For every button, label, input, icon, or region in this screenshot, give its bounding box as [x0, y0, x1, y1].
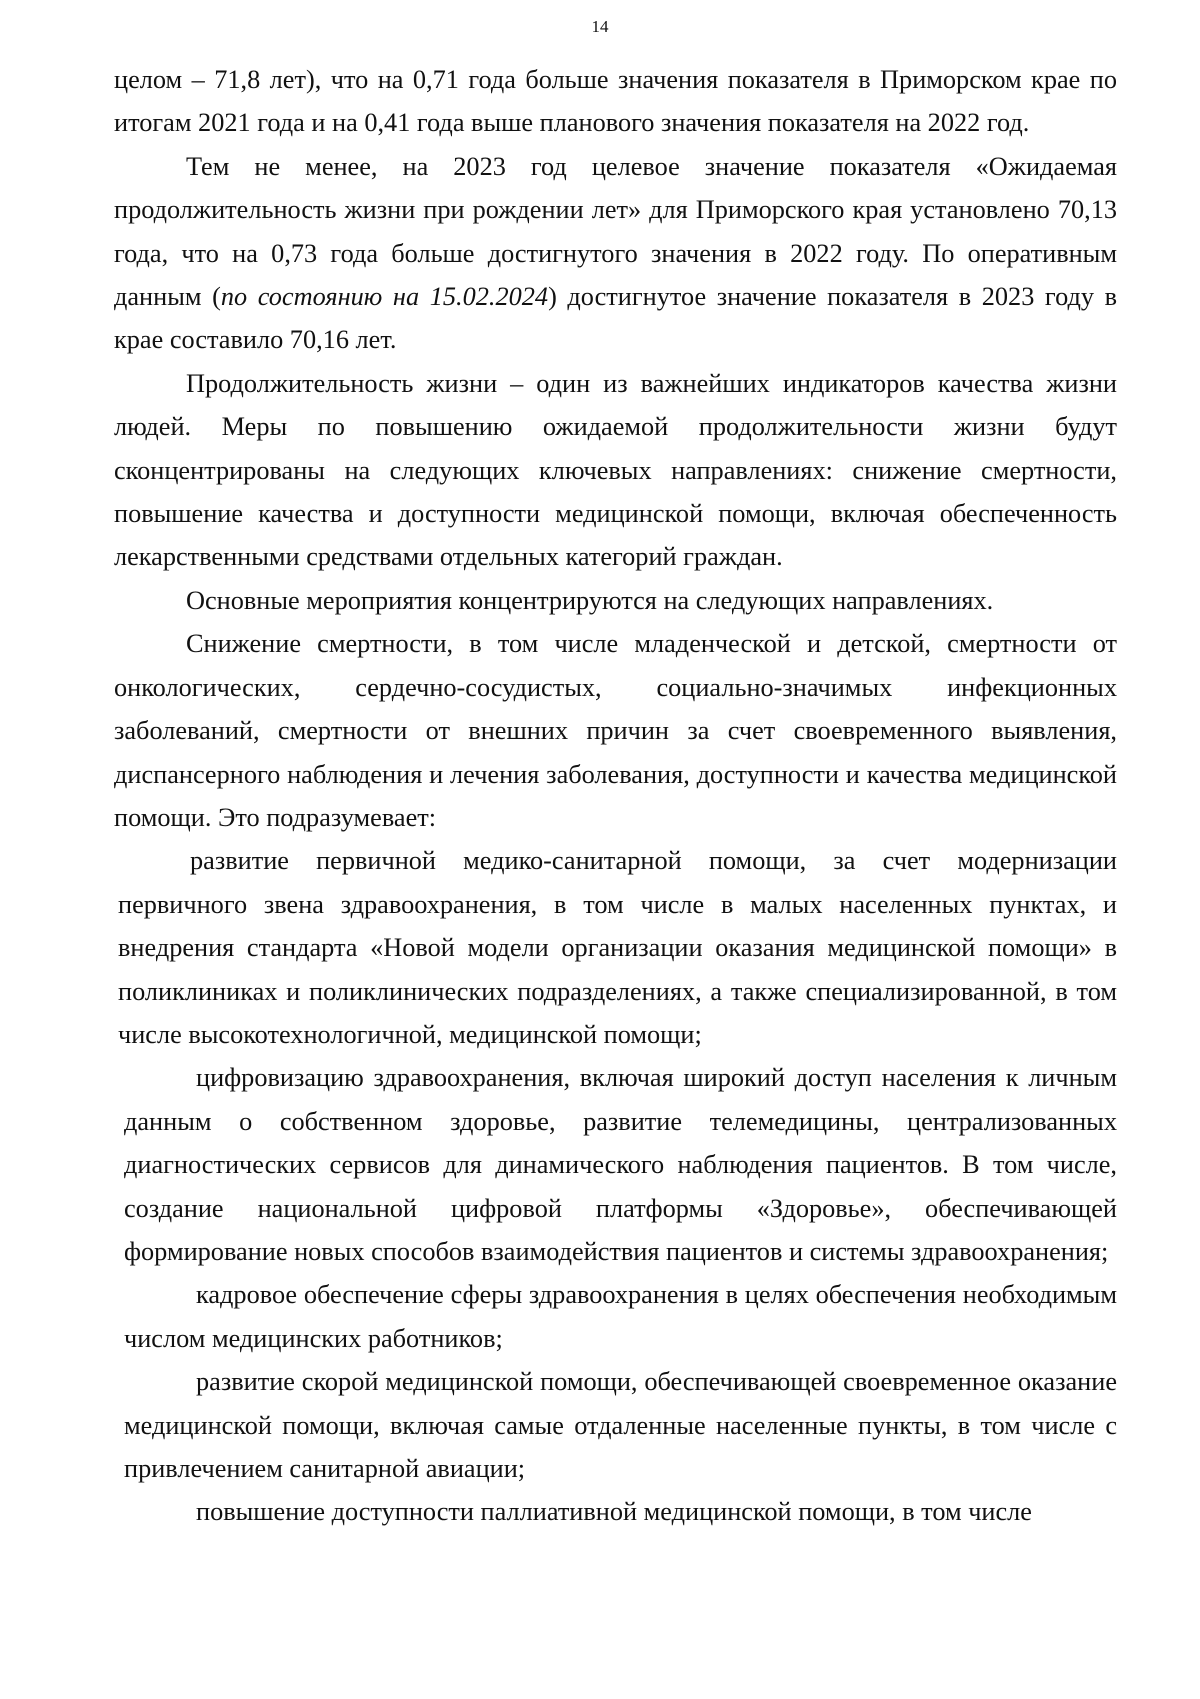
paragraph-main-activities: Основные мероприятия концентрируются на следующих направлениях.: [186, 585, 994, 615]
paragraph-target-value: [114, 145, 1117, 362]
paragraph-text: ) достигнутое значение показателя в 2023 году в крае составило 70,16 лет.: [114, 282, 1117, 355]
document-body: [114, 58, 1117, 1534]
list-item-palliative-care: повышение доступности паллиативной медицинской помощи, в том числе: [196, 1497, 1032, 1527]
list-item-staffing: кадровое обеспечение сферы здравоохранения в целях обеспечения необходимым числом медицинских работников;: [124, 1280, 1117, 1353]
list-item-emergency-care: развитие скорой медицинской помощи, обеспечивающей своевременное оказание медицинской помощи, включая самые отдаленные населенные пункты, в том числе с привлечением санитарной авиации;: [124, 1367, 1117, 1483]
paragraph-measures: Продолжительность жизни – один из важнейших индикаторов качества жизни людей. Меры по повышению ожидаемой продолжительности жизни будут сконцентрированы на следующих ключевых направлениях: снижение смертности, повышение качества и доступности медицинской помощи, включая обеспеченность лекарственными средствами отдельных категорий граждан.: [114, 368, 1117, 572]
italic-date-note: по состоянию на 15.02.2024: [220, 282, 549, 312]
paragraph-life-expectancy-result: целом – 71,8 лет), что на 0,71 года больше значения показателя в Приморском крае по итогам 2021 года и на 0,41 года выше планового значения показателя на 2022 год.: [114, 65, 1117, 138]
paragraph-text: Тем не менее, на 2023 год целевое значение показателя «Ожидаемая продолжительность жизни при рождении лет» для Приморского края установлено 70,13 года, что на 0,73 года больше достигнутого значения в 2022 году. По оперативным данным (: [114, 151, 1117, 312]
paragraph-mortality-reduction: Снижение смертности, в том числе младенческой и детской, смертности от онкологических, сердечно-сосудистых, социально-значимых инфекционных заболеваний, смертности от внешних причин за счет своевременного выявления, диспансерного наблюдения и лечения заболевания, доступности и качества медицинской помощи. Это подразумевает:: [114, 629, 1117, 832]
list-item-digitalization: цифровизацию здравоохранения, включая широкий доступ населения к личным данным о собственном здоровье, развитие телемедицины, централизованных диагностических сервисов для динамического наблюдения пациентов. В том числе, создание национальной цифровой платформы «Здоровье», обеспечивающей формирование новых способов взаимодействия пациентов и системы здравоохранения;: [124, 1063, 1117, 1266]
page-number: 14: [591, 17, 609, 36]
list-item-primary-care: развитие первичной медико-санитарной помощи, за счет модернизации первичного звена здравоохранения, в том числе в малых населенных пунктах, и внедрения стандарта «Новой модели организации оказания медицинской помощи» в поликлиниках и поликлинических подразделениях, а также специализированной, в том числе высокотехнологичной, медицинской помощи;: [118, 846, 1117, 1049]
